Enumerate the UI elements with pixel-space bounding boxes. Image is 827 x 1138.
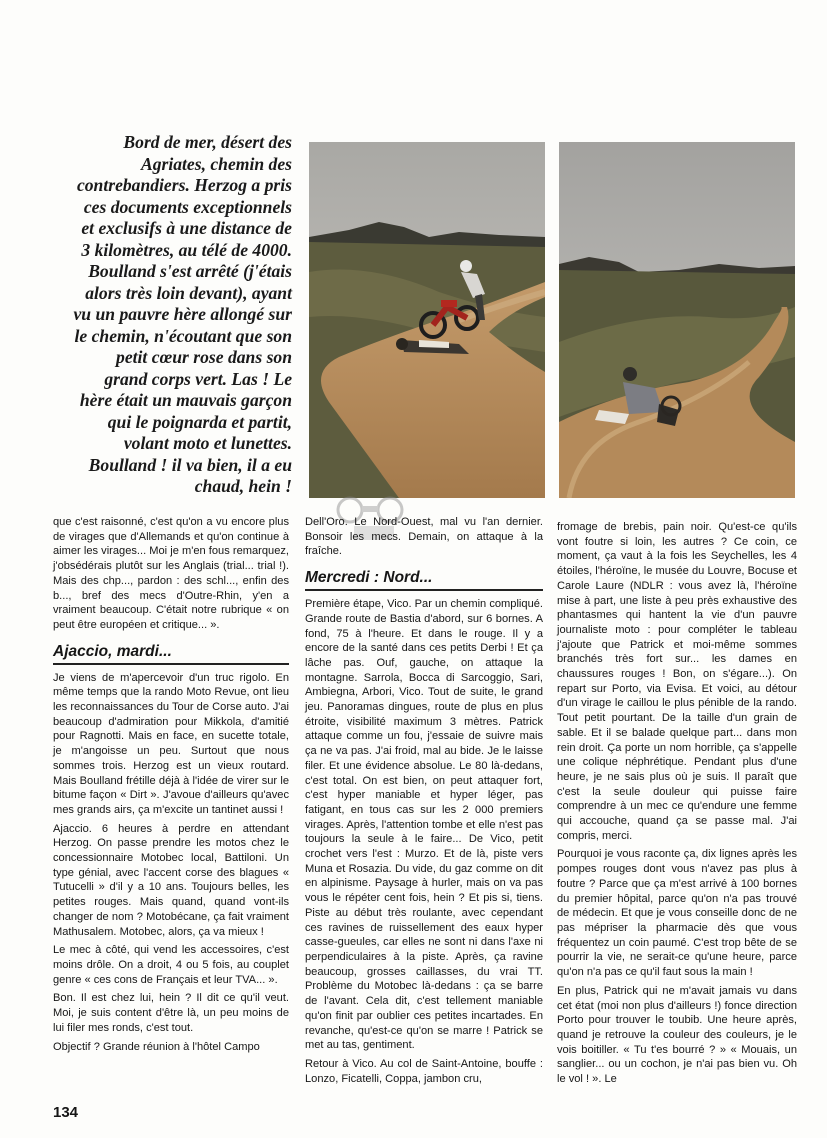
caption-line: Boulland ! il va bien, il a eu [88,454,292,475]
photo-dirt-road [559,142,795,498]
caption-line: chaud, hein ! [194,476,292,496]
article-column-1 [53,515,289,1058]
article-column-2 [305,515,543,1090]
caption-line: hère était un mauvais garçon [79,390,292,410]
photo-motorcycle-road [309,142,545,498]
paragraph: Objectif ? Grande réunion à l'hôtel Campo [53,1040,260,1053]
caption-line: alors très loin devant), ayant [85,282,292,303]
paragraph: Retour à Vico. Au col de Saint-Antoine, bouffe : Lonzo, Ficatelli, Coppa, jambon cru, [305,1057,543,1085]
caption-line: le chemin, n'écoutant que son [74,325,292,346]
caption-line: contrebandiers. Herzog a pris [76,175,292,195]
paragraph: Ajaccio. 6 heures à perdre en attendant Herzog. On passe prendre les motos chez le concessionnaire Motobec local, Battiloni. Un type génial, avec l'accent corse des blagues « Tutucelli » d'il y a 10 ans. Toujours belles, les petites rouges. Mais quand, quand vont-ils changer de nom ? Motobécane, ça fait vraiment Mathusalem. Motobec, alors, ça va mieux ! [53,822,289,938]
caption-line: 3 kilomètres, au télé de 4000. [81,239,292,260]
section-heading: Mercredi : Nord... [305,569,543,591]
paragraph: que c'est raisonné, c'est qu'on a vu encore plus de virages que d'Allemands et qu'on continue à aimer les virages... Moi je m'en fous remarquez, j'obsédérais plutôt sur les Anglais (trial... trial !). Mais des chp..., pardon : des schl..., enfin des b..., bref des mecs d'Outre-Rhin, y'en a vraiment beaucoup. C'était notre rubrique « on peut être européen et critique... ». [53,516,289,631]
paragraph: fromage de brebis, pain noir. Qu'est-ce qu'ils vont foutre si loin, les autres ? Ce coin, ce moment, ça vaut à la fois les Seychelles, les 4 étoiles, l'héroïne, le musée du Louvre, Bocuse et Carole Laure (NDLR : vous avez là, l'héroïne mise à part, une liste à peu près exhaustive des phantasmes qui hantent la vie d'un pauvre journaliste moto : pour compléter le tableau j'ajoute que Patrick et moi-même sommes branchés très fort sur... les dames en chaussures rouges ! Bon, on s'égare...). On repart sur Porto, via Evisa. Et voici, au détour d'un virage le caillou le plus pénible de la rando. Tout petit pourtant. De la taille d'un grain de sable. Et il se balade quelque part... dans mon rein droit. Ça porte un nom horrible, ça s'appelle une colique néphrétique. Pendant plus d'une heure, je ne sais plus où je suis. Il paraît que c'est la seule douleur qui puisse faire comprendre à un mec ce qu'endure une femme qui accouche, quand ça se passe mal. J'ai compris, merci. [557,521,797,842]
caption-line: volant moto et lunettes. [123,433,292,453]
caption-line: grand corps vert. Las ! Le [104,368,292,389]
caption-line: Agriates, chemin des [140,153,292,174]
caption-line: Boulland s'est arrêté (j'étais [88,261,292,281]
article-column-3 [557,520,797,1091]
paragraph: Première étape, Vico. Par un chemin compliqué. Grande route de Bastia d'abord, sur 6 bornes. A fond, 75 à l'heure. Et dans le rouge. Il y a encore de la santé dans ces petits Derbi ! Et ça lâche pas. Ouf, gauche, on attaque la montagne. Sarrola, Bocca di Sarcoggio, Sari, Ambiegna, Arbori, Vico. Tout de suite, le grand jeu. Panoramas dingues, route de plus en plus étroite, visibilité maximum 3 mètres. Patrick attaque comme un fou, j'essaie de suivre mais ça ne va pas. J'ai froid, mal au bide. Je le laisse filer. Et une évidence absolue. Le 80 là-dedans, c'est total. On est bien, on peut attaquer fort, c'est hyper maniable et hyper léger, pas fatigant, en tous cas sur les 2 000 premiers virages. Après, l'attention tombe et elle n'est pas toujours la seule à le faire... De Vico, petit crochet vers l'est : Murzo. Et de là, piste vers Muna et Rosazia. Du vide, du gaz comme on dit en alpinisme. Paysage à hurler, mais on va pas vous le répéter cent fois, hein ? Et pis si, tiens. Piste au début très roulante, avec cependant ces ravines de ruissellement des eaux hyper casse-gueules, car elles ne sont ni dans l'axe ni perpendiculaires à la piste. Après, ça ravine beaucoup, grosses caillasses, du vrai TT. Problème du Motobec là-dedans : ça se barre de l'avant. Cela dit, c'est tellement maniable qu'on finit par oublier ces petites incartades. En revanche, qu'est-ce qu'on se marre ! Patrick se met au tas, gentiment. [305,598,543,1052]
paragraph: Dell'Oro. Le Nord-Ouest, mal vu l'an dernier. Bonsoir les mecs. Demain, on attaque à la fraîche. [305,516,543,558]
section-heading: Ajaccio, mardi... [53,643,289,665]
caption-line: ces documents exceptionnels [83,196,292,217]
paragraph: Pourquoi je vous raconte ça, dix lignes après les pompes rouges dont vous n'avez pas plus à foutre ? Parce que ça m'est arrivé à 100 bornes du premier hôpital, parce qu'on n'a pas trouvé de médecin. Et que je vous conseille donc de ne pas mépriser la pharmacie dès que vous fréquentez un coin paumé. C'est trop bête de se pourrir la vie, ne serait-ce qu'une heure, parce qu'on n'a pas ce qu'il faut sous la main ! [557,848,797,979]
paragraph: En plus, Patrick qui ne m'avait jamais vu dans cet état (moi non plus d'ailleurs !) fonce direction Porto pour trouver le toubib. Une heure après, quand je retrouve la couleur des couleurs, je le vois boitiller. « Tu t'es bourré ? » « Mouais, un sanglier... ou un cochon, je n'ai pas bien vu. Oh le vol ! ». Le [557,984,797,1086]
paragraph: Le mec à côté, qui vend les accessoires, c'est moins drôle. On a droit, 4 ou 5 fois, au couplet genre « ces cons de Français et leur TVA... ». [53,944,289,986]
paragraph: Je viens de m'apercevoir d'un truc rigolo. En même temps que la rando Moto Revue, ont lieu les reconnaissances du Tour de Corse auto. J'ai beaucoup d'admiration pour Mikkola, d'amitié pour Ragnotti. Mais en face, en sucette totale, je m'angoisse un peu. Surtout que nous sommes trois. Herzog est un vieux routard. Mais Boulland frétille déjà à l'idée de virer sur le bitume façon « Dirt ». J'avoue d'ailleurs qu'avec mes grands airs, ça m'excite un tantinet aussi ! [53,671,289,816]
caption-line: qui le poignarda et partit, [107,411,292,432]
caption-line: et exclusifs à une distance de [81,218,292,238]
caption-line: petit cœur rose dans son [116,347,292,367]
photo-caption [60,132,292,498]
page-number: 134 [53,1104,79,1121]
caption-line: vu un pauvre hère allongé sur [73,304,292,324]
paragraph: Bon. Il est chez lui, hein ? Il dit ce qu'il veut. Moi, je suis content d'être là, un peu moins de lui filer mes ronds, c'est tout. [53,992,289,1034]
caption-line: Bord de mer, désert des [123,132,292,152]
